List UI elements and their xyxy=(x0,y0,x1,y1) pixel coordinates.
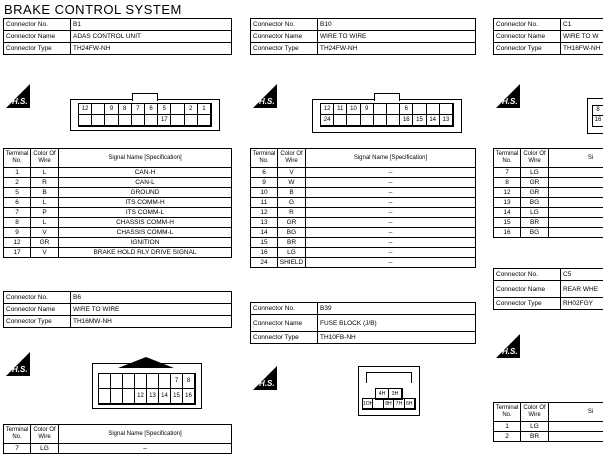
connector-latch-icon xyxy=(116,355,176,369)
signal-cell xyxy=(549,422,603,432)
pin-cell: 14 xyxy=(427,115,440,126)
pin-cell: 2 xyxy=(185,104,198,115)
pin-cell xyxy=(79,115,92,126)
pin-cell xyxy=(111,374,123,389)
connector-type-label: Connector Type xyxy=(251,332,318,344)
pin-cell xyxy=(132,115,145,126)
terminal-cell: 6 xyxy=(4,198,31,208)
pin-cell xyxy=(374,104,387,115)
wire-color-cell: GR xyxy=(521,178,549,188)
signal-cell: – xyxy=(306,198,476,208)
connector-b1-info xyxy=(3,18,232,55)
table-row xyxy=(4,444,232,454)
pin-cell xyxy=(440,104,453,115)
signal-cell xyxy=(549,218,603,228)
pin-cell: 3H xyxy=(389,389,402,399)
terminal-cell: 13 xyxy=(494,198,521,208)
wire-color-cell: BG xyxy=(521,228,549,238)
pin-cell xyxy=(171,104,184,115)
pin-cell xyxy=(171,115,184,126)
pin-cell: 12 xyxy=(321,104,334,115)
pin-cell xyxy=(92,115,105,126)
pin-grid xyxy=(362,398,416,410)
connector-name-label: Connector Name xyxy=(494,31,561,43)
signal-cell: CHASSIS COMM-H xyxy=(59,218,232,228)
signal-cell xyxy=(549,178,603,188)
signal-cell: IGNITION xyxy=(59,238,232,248)
color-header: Color Of Wire xyxy=(521,149,549,168)
pin-cell: 9 xyxy=(361,104,374,115)
connector-c1-face xyxy=(587,98,603,134)
pin-cell: 10 xyxy=(347,104,360,115)
hs-badge xyxy=(5,351,29,377)
signal-cell: CAN-L xyxy=(59,178,232,188)
connector-no-label: Connector No. xyxy=(494,19,561,31)
pin-cell xyxy=(334,115,347,126)
table-row xyxy=(494,218,603,228)
signal-cell xyxy=(549,228,603,238)
connector-name-value: FUSE BLOCK (J/B) xyxy=(318,315,476,332)
signal-cell xyxy=(549,208,603,218)
pin-cell: 8 xyxy=(183,374,195,389)
table-row xyxy=(4,248,232,258)
connector-type-value: TH24FW-NH xyxy=(318,43,476,55)
connector-c1-signal-table xyxy=(493,148,603,238)
wire-color-cell: L xyxy=(31,168,59,178)
color-header: Color Of Wire xyxy=(31,149,59,168)
connector-b10-face xyxy=(312,93,462,133)
connector-type-label: Connector Type xyxy=(4,43,71,55)
wire-color-cell: BR xyxy=(521,432,549,442)
signal-cell: – xyxy=(306,208,476,218)
table-row xyxy=(251,238,476,248)
table-row xyxy=(4,168,232,178)
signal-cell: CHASSIS COMM-L xyxy=(59,228,232,238)
hs-label: H.S. xyxy=(502,347,518,356)
connector-name-label: Connector Name xyxy=(251,315,318,332)
color-header: Color Of Wire xyxy=(278,149,306,168)
signal-cell: – xyxy=(306,238,476,248)
terminal-cell: 8 xyxy=(4,218,31,228)
table-row xyxy=(4,218,232,228)
hs-badge xyxy=(252,365,276,391)
wire-color-cell: BG xyxy=(278,228,306,238)
table-row xyxy=(251,218,476,228)
connector-no-value: C1 xyxy=(561,19,603,31)
pin-cell xyxy=(413,104,426,115)
pin-cell xyxy=(147,374,159,389)
terminal-header: Terminal No. xyxy=(251,149,278,168)
signal-cell: – xyxy=(306,248,476,258)
connector-no-value: B10 xyxy=(318,19,476,31)
connector-name-value: REAR WHE xyxy=(561,281,603,298)
terminal-cell: 12 xyxy=(494,188,521,198)
wire-color-cell: V xyxy=(278,168,306,178)
connector-no-label: Connector No. xyxy=(4,19,71,31)
hs-label: H.S. xyxy=(259,379,275,388)
terminal-cell: 15 xyxy=(251,238,278,248)
pin-cell xyxy=(123,389,135,404)
pin-cell xyxy=(159,374,171,389)
pin-cell: 16 xyxy=(183,389,195,404)
connector-b6-face xyxy=(92,355,202,409)
pin-cell: 9 xyxy=(105,104,118,115)
terminal-cell: 15 xyxy=(494,218,521,228)
hs-badge xyxy=(495,333,519,359)
wire-color-cell: R xyxy=(278,208,306,218)
pin-cell: 1OH xyxy=(363,401,374,407)
wire-color-cell: B xyxy=(31,188,59,198)
hs-label: H.S. xyxy=(502,97,518,106)
connector-name-label: Connector Name xyxy=(4,304,71,316)
terminal-cell: 7 xyxy=(4,444,31,454)
pin-cell xyxy=(387,115,400,126)
terminal-cell: 7 xyxy=(494,168,521,178)
table-row xyxy=(251,228,476,238)
pin-cell xyxy=(145,115,158,126)
signal-cell xyxy=(549,188,603,198)
wire-color-cell: SHIELD xyxy=(278,258,306,268)
wire-color-cell: L xyxy=(31,198,59,208)
connector-no-label: Connector No. xyxy=(251,303,318,315)
pin-cell: 13 xyxy=(440,115,453,126)
connector-name-label: Connector Name xyxy=(251,31,318,43)
terminal-cell: 17 xyxy=(4,248,31,258)
connector-no-value: C5 xyxy=(561,269,603,281)
terminal-cell: 24 xyxy=(251,258,278,268)
wire-color-cell: P xyxy=(31,208,59,218)
wire-color-cell: V xyxy=(31,228,59,238)
terminal-cell: 9 xyxy=(251,178,278,188)
pin-cell xyxy=(374,115,387,126)
connector-b1-face xyxy=(70,93,220,131)
wire-color-cell: GR xyxy=(521,188,549,198)
signal-cell xyxy=(549,432,603,442)
pin-cell xyxy=(347,115,360,126)
terminal-cell: 1 xyxy=(4,168,31,178)
signal-cell: ITS COMM-L xyxy=(59,208,232,218)
table-row xyxy=(494,198,603,208)
connector-b10-info xyxy=(250,18,476,55)
pin-cell: 8 xyxy=(119,104,132,115)
signal-cell: – xyxy=(306,178,476,188)
pin-cell xyxy=(123,374,135,389)
terminal-cell: 8 xyxy=(494,178,521,188)
terminal-cell: 16 xyxy=(494,228,521,238)
wire-color-cell: W xyxy=(278,178,306,188)
signal-cell: – xyxy=(306,228,476,238)
pin-cell xyxy=(99,389,111,404)
connector-type-value: TH24FW-NH xyxy=(71,43,232,55)
connector-no-label: Connector No. xyxy=(4,292,71,304)
pin-cell xyxy=(135,374,147,389)
terminal-cell: 1 xyxy=(494,422,521,432)
signal-header: Signal Name [Specification] xyxy=(306,149,476,168)
terminal-cell: 5 xyxy=(4,188,31,198)
table-row xyxy=(251,248,476,258)
connector-c1-section xyxy=(493,18,603,458)
connector-type-value: TH16FW-NH xyxy=(561,43,603,55)
connector-type-label: Connector Type xyxy=(251,43,318,55)
connector-no-value: B39 xyxy=(318,303,476,315)
terminal-cell: 2 xyxy=(494,432,521,442)
signal-cell: GROUND xyxy=(59,188,232,198)
pin-cell: 15 xyxy=(413,115,426,126)
terminal-header: Terminal No. xyxy=(4,425,31,444)
pin-cell: 12 xyxy=(79,104,92,115)
table-row xyxy=(251,208,476,218)
terminal-cell: 9 xyxy=(4,228,31,238)
wire-color-cell: L xyxy=(31,218,59,228)
connector-c1-info xyxy=(493,18,603,55)
table-row xyxy=(251,258,476,268)
pin-cell: 6H xyxy=(405,399,415,409)
signal-header: Si xyxy=(549,403,603,422)
terminal-cell: 13 xyxy=(251,218,278,228)
wire-color-cell: G xyxy=(278,198,306,208)
pin-cell: 7H xyxy=(394,399,404,409)
pin-cell: 16 xyxy=(400,115,413,126)
terminal-cell: 7 xyxy=(4,208,31,218)
connector-b1-signal-table xyxy=(3,148,232,258)
pin-16: 16 xyxy=(592,116,603,127)
connector-no-value: B6 xyxy=(71,292,232,304)
pin-cell xyxy=(198,115,211,126)
connector-b10-signal-table xyxy=(250,148,476,268)
wire-color-cell: GR xyxy=(31,238,59,248)
pin-cell xyxy=(99,374,111,389)
signal-cell xyxy=(549,168,603,178)
wire-color-cell: R xyxy=(31,178,59,188)
pin-cell: 13 xyxy=(147,389,159,404)
signal-cell: – xyxy=(306,168,476,178)
wire-color-cell: LG xyxy=(521,168,549,178)
wire-color-cell: LG xyxy=(521,422,549,432)
table-row xyxy=(251,198,476,208)
pin-cell xyxy=(387,104,400,115)
wire-color-cell: LG xyxy=(31,444,59,454)
pin-cell: 24 xyxy=(321,115,334,126)
wire-color-cell: BG xyxy=(521,198,549,208)
wire-color-cell: LG xyxy=(521,208,549,218)
connector-c5-signal-table xyxy=(493,402,603,442)
table-row xyxy=(4,178,232,188)
table-row xyxy=(494,178,603,188)
pin-cell: 7 xyxy=(132,104,145,115)
connector-name-value: WIRE TO WIRE xyxy=(318,31,476,43)
table-row xyxy=(4,208,232,218)
terminal-cell: 6 xyxy=(251,168,278,178)
table-row xyxy=(494,228,603,238)
pin-cell: 6 xyxy=(400,104,413,115)
hs-badge xyxy=(495,83,519,109)
pin-cell xyxy=(361,115,374,126)
table-row xyxy=(4,228,232,238)
pin-cell xyxy=(373,399,383,409)
table-row xyxy=(251,178,476,188)
wire-color-cell: B xyxy=(278,188,306,198)
signal-header: Signal Name [Specification] xyxy=(59,149,232,168)
hs-badge xyxy=(5,83,29,109)
signal-header: Signal Name [Specification] xyxy=(59,425,232,444)
terminal-cell: 2 xyxy=(4,178,31,188)
terminal-cell: 14 xyxy=(494,208,521,218)
table-row xyxy=(4,198,232,208)
signal-cell: CAN-H xyxy=(59,168,232,178)
connector-b39-face xyxy=(358,366,420,416)
pin-grid xyxy=(320,103,454,127)
hs-label: H.S. xyxy=(12,365,28,374)
color-header: Color Of Wire xyxy=(31,425,59,444)
pin-cell: 14 xyxy=(159,389,171,404)
terminal-cell: 12 xyxy=(251,208,278,218)
signal-cell: ITS COMM-H xyxy=(59,198,232,208)
color-header: Color Of Wire xyxy=(521,403,549,422)
hs-label: H.S. xyxy=(259,97,275,106)
connector-no-label: Connector No. xyxy=(251,19,318,31)
hs-label: H.S. xyxy=(12,97,28,106)
connector-no-label: Connector No. xyxy=(494,269,561,281)
table-row xyxy=(251,188,476,198)
terminal-cell: 11 xyxy=(251,198,278,208)
connector-name-label: Connector Name xyxy=(494,281,561,298)
table-row xyxy=(494,188,603,198)
terminal-cell: 12 xyxy=(4,238,31,248)
connector-name-value: WIRE TO W xyxy=(561,31,603,43)
pin-cell: 8H xyxy=(384,399,394,409)
connector-name-value: WIRE TO WIRE xyxy=(71,304,232,316)
terminal-header: Terminal No. xyxy=(494,149,521,168)
pin-grid xyxy=(98,373,196,405)
signal-cell xyxy=(549,198,603,208)
connector-c5-info xyxy=(493,268,603,310)
signal-cell: – xyxy=(306,188,476,198)
terminal-header: Terminal No. xyxy=(4,149,31,168)
pin-cell xyxy=(427,104,440,115)
pin-cell: 17 xyxy=(158,115,171,126)
connector-name-label: Connector Name xyxy=(4,31,71,43)
wire-color-cell: BR xyxy=(278,238,306,248)
hs-badge xyxy=(252,83,276,109)
pin-cell xyxy=(105,115,118,126)
wire-color-cell: GR xyxy=(278,218,306,228)
table-row xyxy=(251,168,476,178)
table-row xyxy=(494,208,603,218)
pin-cell: 6 xyxy=(145,104,158,115)
terminal-cell: 14 xyxy=(251,228,278,238)
connector-type-label: Connector Type xyxy=(494,298,561,310)
pin-grid xyxy=(78,103,212,127)
signal-header: Si xyxy=(549,149,603,168)
terminal-cell: 16 xyxy=(251,248,278,258)
table-row xyxy=(494,168,603,178)
connector-b6-info xyxy=(3,291,232,328)
pin-cell: 4H xyxy=(376,389,389,399)
signal-cell: – xyxy=(306,258,476,268)
connector-type-value: TH16MW-NH xyxy=(71,316,232,328)
connector-type-label: Connector Type xyxy=(494,43,561,55)
table-row xyxy=(494,432,603,442)
signal-cell: – xyxy=(59,444,232,454)
wire-color-cell: LG xyxy=(278,248,306,258)
table-row xyxy=(494,422,603,432)
connector-name-value: ADAS CONTROL UNIT xyxy=(71,31,232,43)
connector-type-value: TH10FB-NH xyxy=(318,332,476,344)
terminal-header: Terminal No. xyxy=(494,403,521,422)
table-row xyxy=(4,188,232,198)
wire-color-cell: BR xyxy=(521,218,549,228)
signal-cell: BRAKE HOLD RLY DRIVE SIGNAL xyxy=(59,248,232,258)
signal-cell: – xyxy=(306,218,476,228)
pin-cell: 11 xyxy=(334,104,347,115)
table-row xyxy=(4,238,232,248)
connector-type-value: RH02FGY xyxy=(561,298,603,310)
terminal-cell: 10 xyxy=(251,188,278,198)
connector-type-label: Connector Type xyxy=(4,316,71,328)
pin-cell: 5 xyxy=(158,104,171,115)
pin-cell xyxy=(119,115,132,126)
connector-b6-signal-table xyxy=(3,424,232,454)
pin-cell: 7 xyxy=(171,374,183,389)
page-title: BRAKE CONTROL SYSTEM xyxy=(4,2,182,17)
pin-cell xyxy=(92,104,105,115)
pin-cell: 15 xyxy=(171,389,183,404)
wire-color-cell: V xyxy=(31,248,59,258)
pin-8: 8 xyxy=(592,105,603,116)
pin-cell xyxy=(111,389,123,404)
pin-cell: 1 xyxy=(198,104,211,115)
pin-cell xyxy=(185,115,198,126)
connector-no-value: B1 xyxy=(71,19,232,31)
pin-cell: 12 xyxy=(135,389,147,404)
connector-b39-info xyxy=(250,302,476,344)
